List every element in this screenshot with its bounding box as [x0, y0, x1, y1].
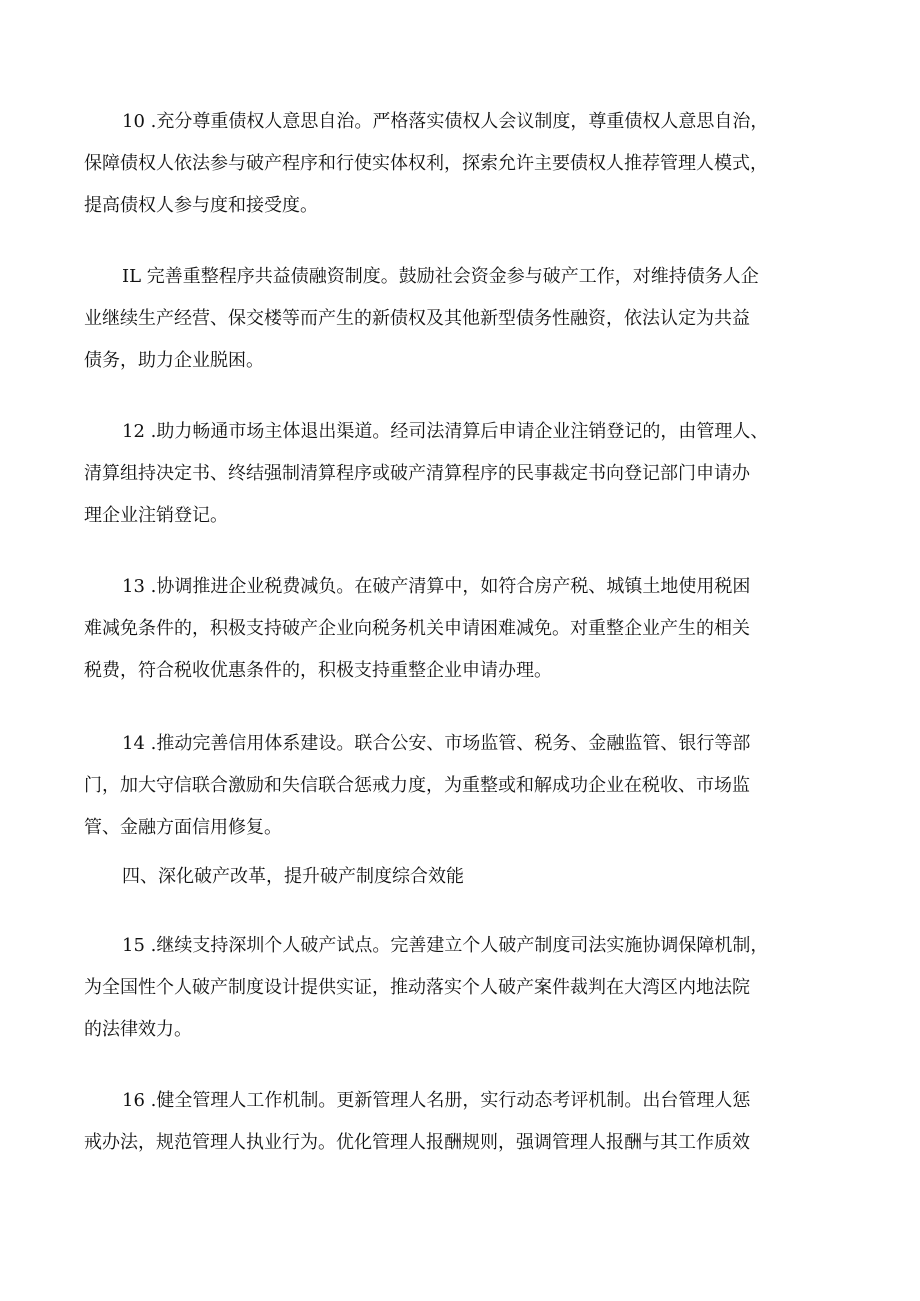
paragraph-13 — [84, 566, 836, 692]
section-heading: 四、深化破产改革，提升破产制度综合效能 — [122, 866, 464, 887]
paragraph-line: 难减免条件的，积极支持破产企业向税务机关申请困难减免。对重整企业产生的相关 — [84, 618, 750, 639]
paragraph-line: 业继续生产经营、保交楼等而产生的新债权及其他新型债务性融资，依法认定为共益 — [84, 308, 750, 329]
paragraph-line: 13 .协调推进企业税费减负。在破产清算中，如符合房产税、城镇土地使用税困 — [122, 576, 751, 597]
paragraph-line: 管、金融方面信用修复。 — [84, 817, 282, 838]
paragraph-16 — [84, 1080, 836, 1164]
paragraph-line: 12 .助力畅通市场主体退出渠道。经司法清算后申请企业注销登记的，由管理人、 — [122, 421, 769, 442]
paragraph-line: 理企业注销登记。 — [84, 505, 228, 526]
paragraph-14 — [84, 723, 836, 849]
paragraph-line: 提高债权人参与度和接受度。 — [84, 195, 318, 216]
paragraph-15 — [84, 925, 836, 1051]
paragraph-line: 的法律效力。 — [84, 1019, 192, 1040]
paragraph-line: 15 .继续支持深圳个人破产试点。完善建立个人破产制度司法实施协调保障机制， — [122, 935, 769, 956]
paragraph-11 — [84, 256, 836, 382]
paragraph-line: 税费，符合税收优惠条件的，积极支持重整企业申请办理。 — [84, 660, 552, 681]
paragraph-line: 14 .推动完善信用体系建设。联合公安、市场监管、税务、金融监管、银行等部 — [122, 733, 751, 754]
paragraph-line: 为全国性个人破产制度设计提供实证，推动落实个人破产案件裁判在大湾区内地法院 — [84, 977, 750, 998]
paragraph-line: IL 完善重整程序共益债融资制度。鼓励社会资金参与破产工作，对维持债务人企 — [122, 266, 759, 287]
paragraph-line: 戒办法，规范管理人执业行为。优化管理人报酬规则，强调管理人报酬与其工作质效 — [84, 1132, 750, 1153]
paragraph-line: 门，加大守信联合激励和失信联合惩戒力度，为重整或和解成功企业在税收、市场监 — [84, 775, 750, 796]
paragraph-line: 16 .健全管理人工作机制。更新管理人名册，实行动态考评机制。出台管理人惩 — [122, 1090, 751, 1111]
paragraph-line: 债务，助力企业脱困。 — [84, 350, 264, 371]
paragraph-10 — [84, 101, 836, 227]
paragraph-line: 10 .充分尊重债权人意思自治。严格落实债权人会议制度，尊重债权人意思自治， — [122, 111, 769, 132]
paragraph-12 — [84, 411, 836, 537]
paragraph-line: 清算组持决定书、终结强制清算程序或破产清算程序的民事裁定书向登记部门申请办 — [84, 463, 750, 484]
paragraph-line: 保障债权人依法参与破产程序和行使实体权利，探索允许主要债权人推荐管理人模式， — [84, 153, 768, 174]
